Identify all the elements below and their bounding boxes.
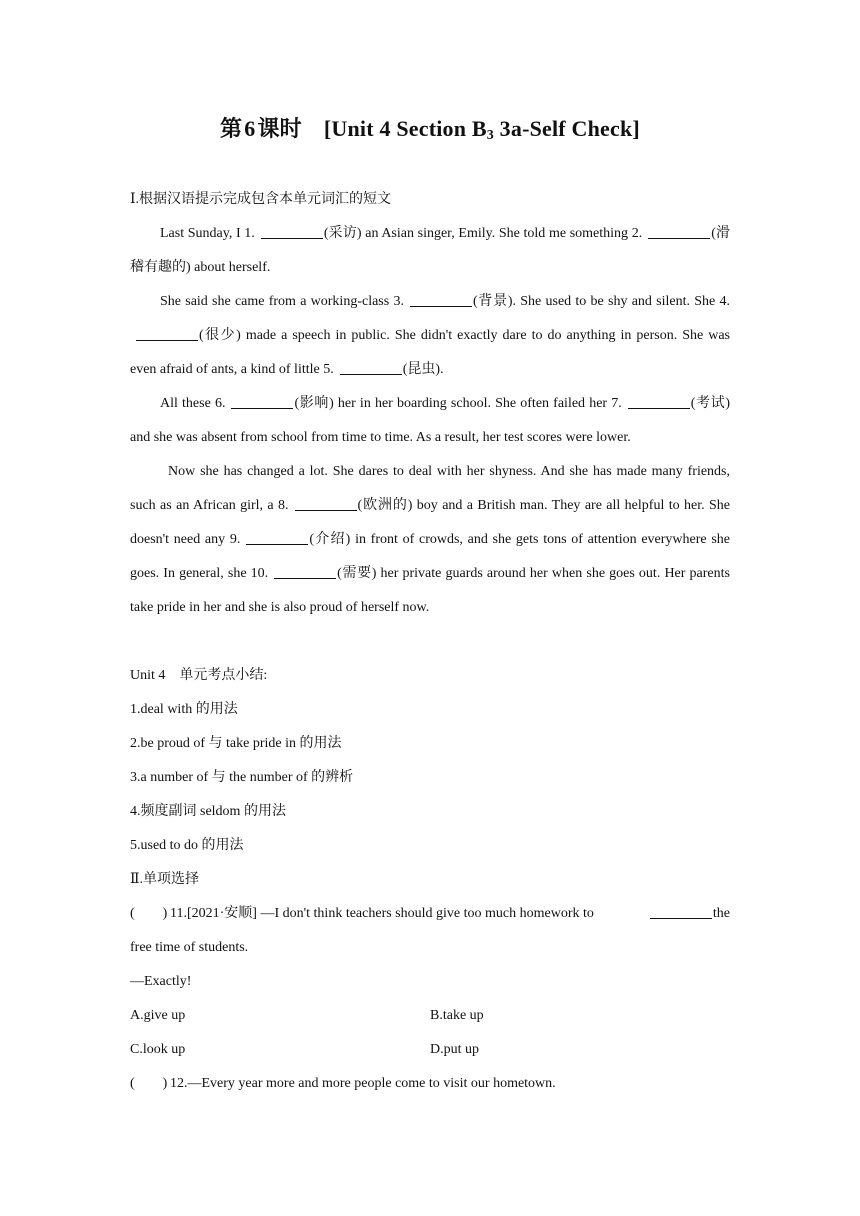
summary-item: 3.a number of 与 the number of 的辨析 [130,770,354,785]
title-bracket-close: 3a-Self Check] [493,116,640,141]
p2-text-a: She said she came from a working-class 3. [160,294,404,309]
answer-paren-12[interactable]: ( ) [130,1076,168,1091]
summary-heading: Unit 4 单元考点小结: [130,668,268,683]
q11-stem-end: the [712,906,730,921]
passage-paragraph-3 [130,387,730,455]
p2-text-d: (昆虫). [402,362,444,377]
title-number: 6 [244,116,256,141]
answer-blank-9[interactable] [246,530,308,545]
answer-paren-11[interactable]: ( ) [130,906,168,921]
option-c[interactable]: C.look up [130,1042,186,1057]
passage-paragraph-4 [130,455,730,625]
section2-heading: Ⅱ.单项选择 [130,872,200,887]
summary-item: 2.be proud of 与 take pride in 的用法 [130,736,342,751]
option-d[interactable]: D.put up [430,1042,479,1057]
p4-text-d: (需要) her private guards around her when she goes out. Her parents take pride in her and she is also proud of herself now. [130,566,730,615]
summary-item: 5.used to do 的用法 [130,838,244,853]
page-title [0,112,860,144]
summary-item: 4.频度副词 seldom 的用法 [130,804,286,819]
summary-item: 1.deal with 的用法 [130,702,238,717]
title-bracket-open: [Unit 4 Section B [323,116,487,141]
answer-blank-6[interactable] [231,394,293,409]
answer-blank-10[interactable] [274,564,336,579]
p2-text-b: (背景). She used to be shy and silent. She 4. [472,294,730,309]
worksheet-content [130,183,730,1101]
question-12-stem [130,1067,730,1101]
q11-stem-text: 11.[2021·安顺] —I don't think teachers should give too much homework to [170,906,594,921]
title-prefix: 第 [220,116,243,141]
p1-text-c: (滑稽有趣的) about herself. [130,226,731,275]
answer-blank-1[interactable] [261,224,323,239]
question-11-reply: —Exactly! [130,974,192,989]
title-suffix: 课时 [257,116,302,141]
p4-text-c: (介绍) in front of crowds, and she gets tons of attention everywhere she goes. In general, she 10. [130,532,731,581]
p1-text-b: (采访) an Asian singer, Emily. She told me something 2. [323,226,643,241]
q12-stem-text: 12.—Every year more and more people come to visit our hometown. [170,1076,556,1091]
question-11-options-row-1 [130,999,730,1033]
p1-text-a: Last Sunday, I 1. [160,226,255,241]
answer-blank-11[interactable] [650,904,712,919]
answer-blank-7[interactable] [628,394,690,409]
passage-paragraph-1 [130,217,730,285]
p3-text-a: All these 6. [160,396,226,411]
section1-heading: Ⅰ.根据汉语提示完成包含本单元词汇的短文 [130,192,392,207]
p3-text-b: (影响) her in her boarding school. She often failed her 7. [294,396,622,411]
question-11-options-row-2 [130,1033,730,1067]
option-a[interactable]: A.give up [130,1008,186,1023]
p4-text-b: (欧洲的) boy and a British man. They are all helpful to her. She doesn't need any 9. [130,498,730,547]
p4-text-a: Now she has changed a lot. She dares to deal with her shyness. And she has made many friends, such as an African girl, a 8. [130,464,730,513]
title-subscript: 3 [486,128,494,143]
answer-blank-2[interactable] [648,224,710,239]
passage-paragraph-2 [130,285,730,387]
answer-blank-3[interactable] [410,292,472,307]
question-11-stem [130,897,730,931]
option-b[interactable]: B.take up [430,1008,484,1023]
answer-blank-4[interactable] [136,326,198,341]
p3-text-c: (考试) and she was absent from school from time to time. As a result, her test scores were lower. [130,396,731,445]
answer-blank-5[interactable] [340,360,402,375]
answer-blank-8[interactable] [295,496,357,511]
question-11-stem-cont: free time of students. [130,940,249,955]
p2-text-c: (很少) made a speech in public. She didn't exactly dare to do anything in person. She was even afraid of ants, a kind of little 5. [130,328,730,377]
